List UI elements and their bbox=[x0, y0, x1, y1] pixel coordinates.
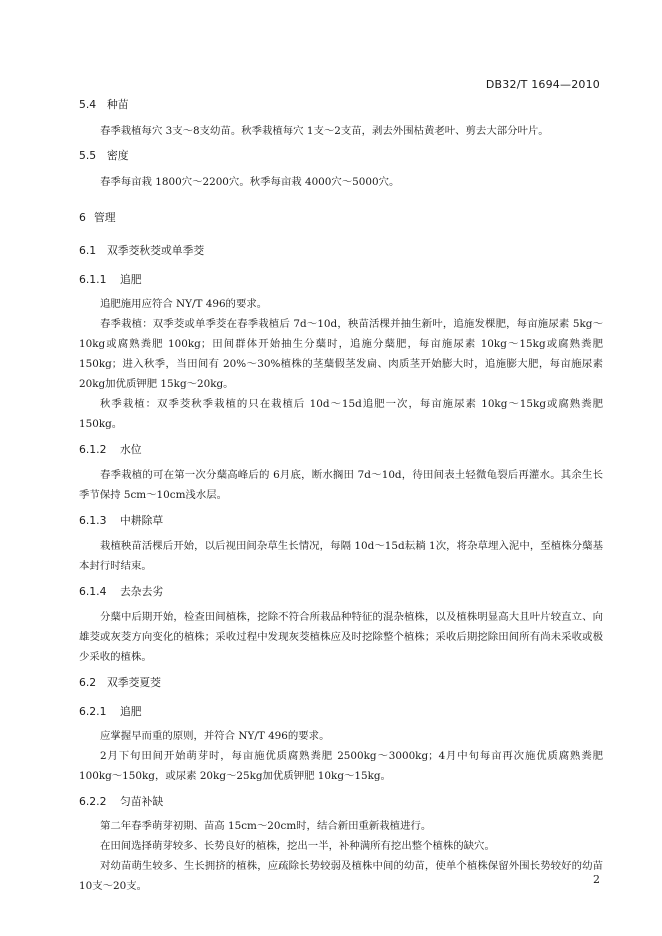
section-heading bbox=[79, 704, 603, 719]
paragraph: 在田间选择萌芽较多、长势良好的植株，挖出一半，补种满所有挖出整个植株的缺穴。 bbox=[100, 840, 495, 852]
paragraph: 2月下旬田间开始萌芽时，每亩施优质腐熟粪肥 2500kg～3000kg；4月中旬每亩再次施优质腐熟粪肥 100kg～150kg，或尿素 20kg～25kg加优质钾肥 10kg～15kg。 bbox=[79, 750, 603, 782]
section-heading bbox=[79, 97, 603, 112]
paragraph: 春季每亩栽 1800穴～2200穴。秋季每亩栽 4000穴～5000穴。 bbox=[100, 176, 400, 188]
paragraph: 对幼苗萌生较多、生长拥挤的植株，应疏除长势较弱及植株中间的幼苗，使单个植株保留外围长势较好的幼苗 10支～20支。 bbox=[79, 860, 603, 892]
section-number: 6.2 bbox=[79, 676, 97, 689]
section-heading bbox=[79, 584, 603, 599]
paragraph: 春季栽植每穴 3支～8支幼苗。秋季栽植每穴 1支～2支苗，剥去外围枯黄老叶、剪去大部分叶片。 bbox=[100, 125, 549, 137]
paragraph: 春季栽植的可在第一次分蘖高峰后的 6月底，断水搁田 7d～10d，待田间表土轻微龟裂后再灌水。其余生长季节保持 5cm～10cm浅水层。 bbox=[79, 469, 603, 501]
section-number: 6 bbox=[79, 211, 86, 224]
section-6-1-1 bbox=[79, 272, 603, 434]
section-heading bbox=[79, 675, 603, 690]
paragraph: 第二年春季萌芽初期、苗高 15cm～20cm时，结合新田重新栽植进行。 bbox=[100, 820, 432, 832]
document-body bbox=[79, 97, 603, 896]
document-code: DB32/T 1694—2010 bbox=[485, 78, 600, 91]
section-title: 种苗 bbox=[107, 98, 129, 111]
section-heading bbox=[79, 210, 603, 225]
section-title: 密度 bbox=[107, 149, 129, 162]
paragraph: 栽植秧苗活棵后开始，以后视田间杂草生长情况，每隔 10d～15d耘耥 1次，将杂草埋入泥中，至植株分蘖基本封行时结束。 bbox=[79, 540, 603, 572]
section-number: 6.2.2 bbox=[79, 795, 107, 808]
paragraph: 应掌握早而重的原则，并符合 NY/T 496的要求。 bbox=[100, 730, 330, 742]
section-title: 去杂去劣 bbox=[120, 585, 164, 598]
section-heading bbox=[79, 148, 603, 163]
section-title: 水位 bbox=[120, 443, 142, 456]
section-5-4 bbox=[79, 97, 603, 141]
section-title: 双季茭夏茭 bbox=[107, 676, 161, 689]
section-number: 6.1 bbox=[79, 244, 97, 257]
section-number: 6.2.1 bbox=[79, 705, 107, 718]
section-title: 匀苗补缺 bbox=[120, 795, 164, 808]
section-number: 6.1.3 bbox=[79, 514, 107, 527]
section-6-1-2 bbox=[79, 442, 603, 505]
section-title: 管理 bbox=[94, 211, 116, 224]
section-6 bbox=[79, 210, 603, 225]
section-heading bbox=[79, 513, 603, 528]
paragraph: 分蘖中后期开始，检查田间植株，挖除不符合所栽品种特征的混杂植株，以及植株明显高大且叶片较直立、向雄茭或灰茭方向变化的植株；采收过程中发现灰茭植株应及时挖除整个植株；采收后期挖除田间所有尚未采收或极少采收的植株。 bbox=[79, 611, 603, 663]
section-heading bbox=[79, 243, 603, 258]
section-title: 追肥 bbox=[120, 705, 142, 718]
paragraph: 秋季栽植：双季茭秋季栽植的只在栽植后 10d～15d追肥一次，每亩施尿素 10kg～15kg或腐熟粪肥 150kg。 bbox=[79, 398, 603, 430]
section-heading bbox=[79, 272, 603, 287]
section-6-2-2 bbox=[79, 794, 603, 896]
section-number: 5.4 bbox=[79, 98, 97, 111]
section-title: 双季茭秋茭或单季茭 bbox=[107, 244, 205, 257]
section-heading bbox=[79, 794, 603, 809]
section-number: 6.1.2 bbox=[79, 443, 107, 456]
section-5-5 bbox=[79, 148, 603, 192]
paragraph: 春季栽植：双季茭或单季茭在春季栽植后 7d～10d，秧苗活棵并抽生新叶，追施发棵肥，每亩施尿素 5kg～10kg或腐熟粪肥 100kg；田间群体开始抽生分蘖时，追施分蘖肥，每亩施尿素 10kg～15kg或腐熟粪肥 150kg；进入秋季，当田间有 20%～30%植株的茎蘖假茎发扁、肉质茎开始膨大时，追施膨大肥，每亩施尿素 20kg加优质钾肥 15kg～20kg。 bbox=[79, 318, 603, 390]
section-6-1 bbox=[79, 243, 603, 258]
section-6-2 bbox=[79, 675, 603, 690]
paragraph: 追肥施用应符合 NY/T 496的要求。 bbox=[100, 298, 268, 310]
section-heading bbox=[79, 442, 603, 457]
page-number: 2 bbox=[593, 873, 600, 886]
section-title: 追肥 bbox=[120, 273, 142, 286]
section-number: 5.5 bbox=[79, 149, 97, 162]
section-title: 中耕除草 bbox=[120, 514, 164, 527]
section-6-2-1 bbox=[79, 704, 603, 786]
section-6-1-3 bbox=[79, 513, 603, 576]
section-number: 6.1.1 bbox=[79, 273, 107, 286]
section-number: 6.1.4 bbox=[79, 585, 107, 598]
section-6-1-4 bbox=[79, 584, 603, 667]
